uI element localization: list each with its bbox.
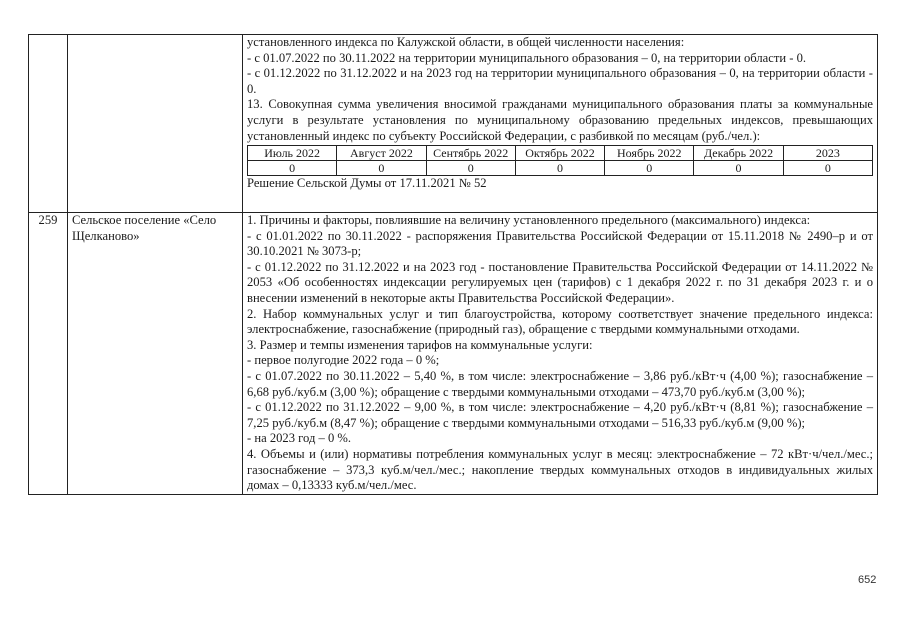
table-row <box>29 35 878 213</box>
monthly-sum-table <box>247 145 873 176</box>
month-value: 0 <box>694 161 783 176</box>
text-line: - с 01.12.2022 по 31.12.2022 и на 2023 год на территории муниципального образования – 0, на территории области - 0. <box>247 66 873 96</box>
row-number-cell <box>29 35 68 213</box>
text-line: - на 2023 год – 0 %. <box>247 431 352 446</box>
text-line: - с 01.07.2022 по 30.11.2022 на территории муниципального образования – 0, на территории области - 0. <box>247 50 807 65</box>
month-value: 0 <box>783 161 872 176</box>
text-line: - с 01.01.2022 по 30.11.2022 - распоряжения Правительства Российской Федерации от 15.11.2018 № 2490–р и от 30.10.2021 № 3073-р; <box>247 228 873 259</box>
month-header: Декабрь 2022 <box>694 146 783 161</box>
text-line: - с 01.12.2022 по 31.12.2022 и на 2023 год - постановление Правительства Российской Федерации от 14.11.2022 № 2053 «Об особенностях индексации регулируемых цен (тарифов) с 1 декабря 2022 г. по 31 декабря 2023 г. и о внесении изменений в некоторые акты Правительства Российской Федерации». <box>247 259 873 305</box>
settlement-name: Сельское поселение «Село Щелканово» <box>68 213 243 495</box>
text-line: 2. Набор коммунальных услуг и тип благоустройства, которому соответствует значение предельного индекса: электроснабжение, газоснабжение (природный газ), обращение с твердыми коммунальными отходами. <box>247 306 873 337</box>
decision-reference: Решение Сельской Думы от 17.11.2021 № 52 <box>247 176 487 191</box>
text-line: - с 01.12.2022 по 31.12.2022 – 9,00 %, в том числе: электроснабжение – 4,20 руб./кВт·ч (8,81 %); газоснабжение – 7,25 руб./куб.м (8,47 %); обращение с твердыми коммунальными отходами – 516,33 руб./куб.м (9,00 %); <box>247 400 873 430</box>
details-cell <box>243 35 878 213</box>
row-number: 259 <box>29 213 68 495</box>
text-line: 1. Причины и факторы, повлиявшие на величину установленного предельного (максимального) индекса: <box>247 213 811 227</box>
month-header: Октябрь 2022 <box>515 146 604 161</box>
months-header-row <box>248 146 873 161</box>
table-row <box>29 213 878 495</box>
months-value-row <box>248 161 873 176</box>
text-line: 4. Объемы и (или) нормативы потребления коммунальных услуг в месяц: электроснабжение – 72 кВт·ч/чел./мес.; газоснабжение – 373,3 куб.м/чел./мес.; накопление твердых коммунальных отходов в индивидуальных жилых домах – 0,13333 куб.м/чел./мес. <box>247 446 873 493</box>
page-number: 652 <box>858 574 877 586</box>
tariff-table <box>28 34 878 495</box>
month-value: 0 <box>515 161 604 176</box>
month-header: Июль 2022 <box>248 146 337 161</box>
settlement-cell <box>68 35 243 213</box>
text-line: установленного индекса по Калужской области, в общей численности населения: <box>247 35 685 49</box>
month-value: 0 <box>605 161 694 176</box>
text-line: 3. Размер и темпы изменения тарифов на коммунальные услуги: <box>247 337 593 352</box>
month-header: Сентябрь 2022 <box>426 146 515 161</box>
text-line: - первое полугодие 2022 года – 0 %; <box>247 353 440 368</box>
text-line: 13. Совокупная сумма увеличения вносимой гражданами муниципального образования платы за коммунальные услуги в результате установления по муниципальному образованию предельных индексов, превышающих установленный индекс по субъекту Российской Федерации, с разбивкой по месяцам (руб./чел.): <box>247 97 873 143</box>
text-line: - с 01.07.2022 по 30.11.2022 – 5,40 %, в том числе: электроснабжение – 3,86 руб./кВт·ч (4,00 %); газоснабжение – 6,68 руб./куб.м (3,00 %); обращение с твердыми коммунальными отходами – 473,70 руб./куб.м (3,00 %); <box>247 368 873 399</box>
month-value: 0 <box>426 161 515 176</box>
month-header: Ноябрь 2022 <box>605 146 694 161</box>
details-cell <box>243 213 878 495</box>
month-value: 0 <box>248 161 337 176</box>
month-header: Август 2022 <box>337 146 426 161</box>
month-value: 0 <box>337 161 426 176</box>
month-header: 2023 <box>783 146 872 161</box>
